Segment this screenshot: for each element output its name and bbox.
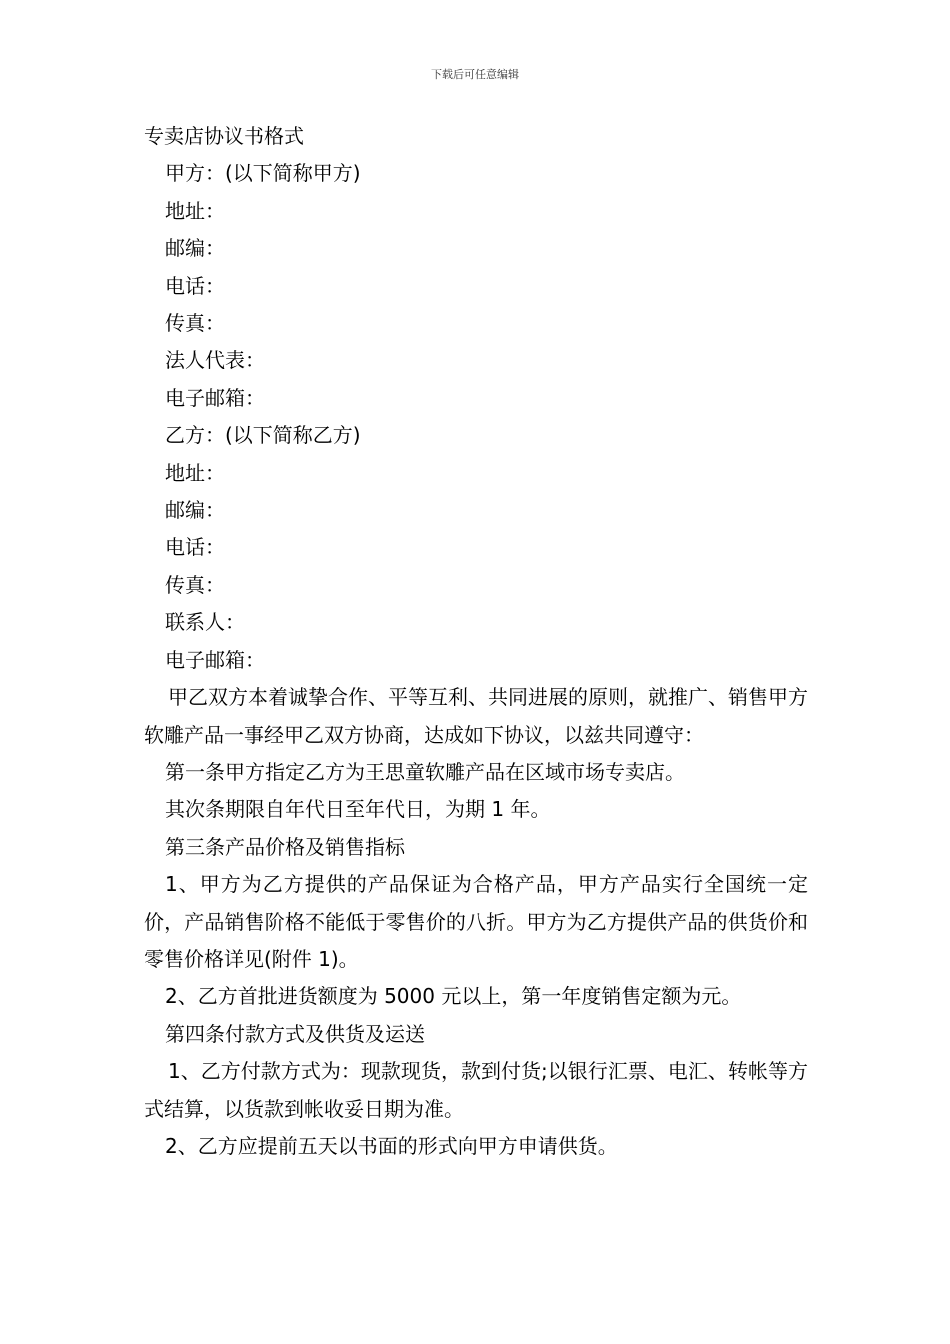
page-header-note: 下载后可任意编辑	[431, 68, 519, 81]
article-2: 其次条期限自年代日至年代日，为期 1 年。	[165, 797, 551, 822]
party-b-email-label: 电子邮箱：	[165, 647, 265, 672]
party-b-postcode-label: 邮编：	[165, 498, 225, 523]
document-body	[144, 118, 808, 1165]
article-3-item-2: 2、乙方首批进货额度为 5000 元以上，第一年度销售定额为元。	[165, 984, 742, 1009]
preamble-paragraph: 甲乙双方本着诚挚合作、平等互利、共同进展的原则，就推广、销售甲方软雕产品一事经甲乙双方协商，达成如下协议，以兹共同遵守：	[144, 685, 808, 747]
article-4-item-2: 2、乙方应提前五天以书面的形式向甲方申请供货。	[165, 1133, 618, 1158]
article-3-heading: 第三条产品价格及销售指标	[165, 834, 405, 859]
party-a-fax-label: 传真：	[165, 311, 225, 336]
article-4-heading: 第四条付款方式及供货及运送	[165, 1021, 425, 1046]
party-a-legal-rep-label: 法人代表：	[165, 348, 265, 373]
party-a-phone-label: 电话：	[165, 273, 225, 298]
document-title: 专卖店协议书格式	[144, 124, 304, 148]
party-b-heading: 乙方：(以下简称乙方)	[165, 423, 361, 448]
party-b-fax-label: 传真：	[165, 572, 225, 597]
article-3-item-1: 1、甲方为乙方提供的产品保证为合格产品，甲方产品实行全国统一定价，产品销售阶格不能低于零售价的八折。甲方为乙方提供产品的供货价和零售价格详见(附件 1)。	[144, 872, 808, 971]
party-b-phone-label: 电话：	[165, 535, 225, 560]
article-1: 第一条甲方指定乙方为王思童软雕产品在区域市场专卖店。	[165, 759, 685, 784]
party-a-postcode-label: 邮编：	[165, 236, 225, 261]
party-b-address-label: 地址：	[165, 460, 225, 485]
party-b-contact-label: 联系人：	[165, 610, 245, 635]
party-a-address-label: 地址：	[165, 198, 225, 223]
article-4-item-1: 1、乙方付款方式为：现款现货，款到付货;以银行汇票、电汇、转帐等方式结算，以货款到帐收妥日期为准。	[144, 1059, 808, 1121]
party-a-heading: 甲方：(以下简称甲方)	[165, 161, 361, 186]
party-a-email-label: 电子邮箱：	[165, 385, 265, 410]
